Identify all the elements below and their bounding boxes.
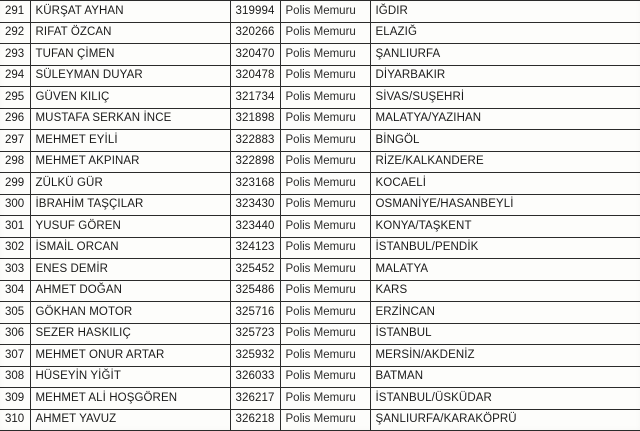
- row-number-cell: 299: [0, 173, 30, 195]
- row-location-cell: ELAZIĞ: [370, 22, 640, 44]
- row-location-cell: KONYA/TAŞKENT: [370, 216, 640, 238]
- row-number-cell: 295: [0, 87, 30, 109]
- row-title-cell: Polis Memuru: [280, 173, 370, 195]
- table-row: [0, 65, 640, 87]
- row-location-cell: RİZE/KALKANDERE: [370, 151, 640, 173]
- row-location-cell: KOCAELİ: [370, 173, 640, 195]
- row-number-cell: 300: [0, 194, 30, 216]
- row-title-cell: Polis Memuru: [280, 216, 370, 238]
- row-location-cell: ERZİNCAN: [370, 302, 640, 324]
- row-name-cell: MEHMET ONUR ARTAR: [30, 345, 230, 367]
- row-title-cell: Polis Memuru: [280, 130, 370, 152]
- row-location-cell: BİNGÖL: [370, 130, 640, 152]
- row-number-cell: 302: [0, 237, 30, 259]
- row-title-cell: Polis Memuru: [280, 194, 370, 216]
- row-location-cell: MERSİN/AKDENİZ: [370, 345, 640, 367]
- row-number-cell: 296: [0, 108, 30, 130]
- table-row: [0, 173, 640, 195]
- row-location-cell: MALATYA/YAZIHAN: [370, 108, 640, 130]
- row-id-cell: 320478: [230, 65, 280, 87]
- row-title-cell: Polis Memuru: [280, 87, 370, 109]
- row-name-cell: HÜSEYİN YİĞİT: [30, 366, 230, 388]
- row-name-cell: GÜVEN KILIÇ: [30, 87, 230, 109]
- row-title-cell: Polis Memuru: [280, 366, 370, 388]
- row-id-cell: 320266: [230, 22, 280, 44]
- row-title-cell: Polis Memuru: [280, 323, 370, 345]
- row-name-cell: MUSTAFA SERKAN İNCE: [30, 108, 230, 130]
- row-name-cell: ZÜLKÜ GÜR: [30, 173, 230, 195]
- row-name-cell: GÖKHAN MOTOR: [30, 302, 230, 324]
- row-title-cell: Polis Memuru: [280, 108, 370, 130]
- table-row: [0, 151, 640, 173]
- row-location-cell: OSMANİYE/HASANBEYLİ: [370, 194, 640, 216]
- row-id-cell: 325932: [230, 345, 280, 367]
- row-number-cell: 292: [0, 22, 30, 44]
- row-id-cell: 321898: [230, 108, 280, 130]
- row-id-cell: 322898: [230, 151, 280, 173]
- table-row: [0, 1, 640, 23]
- row-number-cell: 301: [0, 216, 30, 238]
- row-id-cell: 325452: [230, 259, 280, 281]
- row-name-cell: MEHMET ALİ HOŞGÖREN: [30, 388, 230, 410]
- row-id-cell: 323430: [230, 194, 280, 216]
- row-title-cell: Polis Memuru: [280, 345, 370, 367]
- row-location-cell: İSTANBUL/ÜSKÜDAR: [370, 388, 640, 410]
- table-row: [0, 345, 640, 367]
- row-number-cell: 291: [0, 1, 30, 23]
- row-location-cell: İSTANBUL: [370, 323, 640, 345]
- row-number-cell: 298: [0, 151, 30, 173]
- row-location-cell: MALATYA: [370, 259, 640, 281]
- row-number-cell: 310: [0, 409, 30, 431]
- row-name-cell: MEHMET AKPINAR: [30, 151, 230, 173]
- row-title-cell: Polis Memuru: [280, 237, 370, 259]
- row-name-cell: MEHMET EYİLİ: [30, 130, 230, 152]
- row-id-cell: 326217: [230, 388, 280, 410]
- row-location-cell: SİVAS/SUŞEHRİ: [370, 87, 640, 109]
- table-row: [0, 237, 640, 259]
- table-row: [0, 22, 640, 44]
- row-id-cell: 324123: [230, 237, 280, 259]
- row-id-cell: 322883: [230, 130, 280, 152]
- row-number-cell: 294: [0, 65, 30, 87]
- table-row: [0, 409, 640, 431]
- row-name-cell: AHMET DOĞAN: [30, 280, 230, 302]
- row-id-cell: 323168: [230, 173, 280, 195]
- row-name-cell: RIFAT ÖZCAN: [30, 22, 230, 44]
- row-id-cell: 325716: [230, 302, 280, 324]
- row-number-cell: 304: [0, 280, 30, 302]
- row-location-cell: IĞDIR: [370, 1, 640, 23]
- row-name-cell: YUSUF GÖREN: [30, 216, 230, 238]
- row-location-cell: DİYARBAKIR: [370, 65, 640, 87]
- row-location-cell: İSTANBUL/PENDİK: [370, 237, 640, 259]
- row-location-cell: KARS: [370, 280, 640, 302]
- row-number-cell: 307: [0, 345, 30, 367]
- row-location-cell: ŞANLIURFA: [370, 44, 640, 66]
- row-name-cell: KÜRŞAT AYHAN: [30, 1, 230, 23]
- row-title-cell: Polis Memuru: [280, 259, 370, 281]
- table-row: [0, 280, 640, 302]
- row-id-cell: 321734: [230, 87, 280, 109]
- row-location-cell: BATMAN: [370, 366, 640, 388]
- table-row: [0, 44, 640, 66]
- table-row: [0, 130, 640, 152]
- table-row: [0, 87, 640, 109]
- row-id-cell: 323440: [230, 216, 280, 238]
- row-id-cell: 319994: [230, 1, 280, 23]
- row-title-cell: Polis Memuru: [280, 302, 370, 324]
- row-name-cell: İBRAHİM TAŞÇILAR: [30, 194, 230, 216]
- row-number-cell: 297: [0, 130, 30, 152]
- row-name-cell: SÜLEYMAN DUYAR: [30, 65, 230, 87]
- row-title-cell: Polis Memuru: [280, 65, 370, 87]
- row-number-cell: 303: [0, 259, 30, 281]
- row-id-cell: 326033: [230, 366, 280, 388]
- row-number-cell: 305: [0, 302, 30, 324]
- row-name-cell: İSMAİL ORCAN: [30, 237, 230, 259]
- table-row: [0, 194, 640, 216]
- row-number-cell: 306: [0, 323, 30, 345]
- row-title-cell: Polis Memuru: [280, 44, 370, 66]
- row-title-cell: Polis Memuru: [280, 280, 370, 302]
- row-location-cell: ŞANLIURFA/KARAKÖPRÜ: [370, 409, 640, 431]
- table-row: [0, 323, 640, 345]
- row-name-cell: SEZER HASKILIÇ: [30, 323, 230, 345]
- roster-table-body: [0, 1, 640, 431]
- row-number-cell: 293: [0, 44, 30, 66]
- row-id-cell: 325723: [230, 323, 280, 345]
- table-row: [0, 366, 640, 388]
- row-id-cell: 320470: [230, 44, 280, 66]
- row-title-cell: Polis Memuru: [280, 151, 370, 173]
- row-id-cell: 325486: [230, 280, 280, 302]
- row-number-cell: 309: [0, 388, 30, 410]
- row-title-cell: Polis Memuru: [280, 409, 370, 431]
- table-row: [0, 216, 640, 238]
- row-name-cell: AHMET YAVUZ: [30, 409, 230, 431]
- row-title-cell: Polis Memuru: [280, 22, 370, 44]
- table-row: [0, 388, 640, 410]
- row-name-cell: ENES DEMİR: [30, 259, 230, 281]
- row-name-cell: TUFAN ÇİMEN: [30, 44, 230, 66]
- table-row: [0, 302, 640, 324]
- row-id-cell: 326218: [230, 409, 280, 431]
- row-title-cell: Polis Memuru: [280, 388, 370, 410]
- table-row: [0, 259, 640, 281]
- row-number-cell: 308: [0, 366, 30, 388]
- row-title-cell: Polis Memuru: [280, 1, 370, 23]
- table-row: [0, 108, 640, 130]
